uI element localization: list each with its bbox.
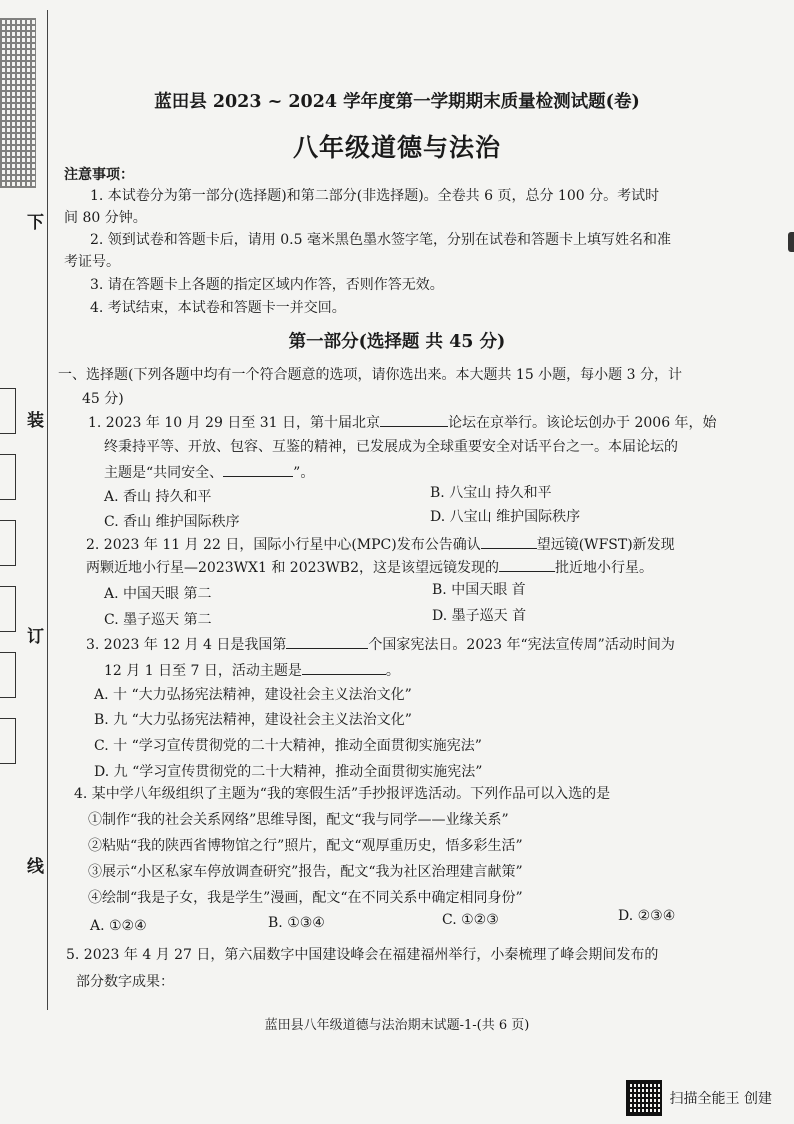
binding-box — [0, 454, 16, 500]
question-1: 1. 2023 年 10 月 29 日至 31 日，第十届北京 论坛在京举行。该论坛创办于 2006 年，始 — [88, 412, 717, 433]
question-text: 终秉持平等、开放、包容、互鉴的精神，已发展成为全球重要安全对话平台之一。本届论坛的 — [104, 439, 678, 455]
qr-code-icon — [626, 1080, 662, 1116]
answer-blank — [380, 412, 448, 427]
binding-margin — [0, 190, 34, 1010]
section-intro: 一、选择题(下列各题中均有一个符合题意的选项，请你选出来。本大题共 15 小题，每小题 3 分，计 — [58, 367, 682, 383]
notes-heading: 注意事项： — [64, 167, 134, 183]
section-title: 第一部分(选择题 共 45 分) — [288, 332, 506, 352]
note-line: 4. 考试结束，本试卷和答题卡一并交回。 — [90, 300, 346, 316]
binding-box — [0, 652, 16, 698]
binding-char: 订 — [27, 627, 44, 647]
option-d: D. ②③④ — [618, 908, 676, 924]
question-2: 2. 2023 年 11 月 22 日，国际小行星中心(MPC)发布公告确认 望远镜(WFST)新发现 — [86, 534, 675, 555]
option-b: B. 八宝山 持久和平 — [430, 485, 552, 501]
answer-blank — [499, 557, 555, 572]
edge-mark — [788, 232, 794, 252]
binding-char: 装 — [27, 411, 44, 431]
question-3: 3. 2023 年 12 月 4 日是我国第 个国家宪法日。2023 年“宪法宣传周”活动时间为 — [86, 634, 675, 655]
statement-item: ②粘贴“我的陕西省博物馆之行”照片，配文“观厚重历史，悟多彩生活” — [88, 838, 523, 854]
binding-box — [0, 586, 16, 632]
option-b: B. 九 “大力弘扬宪法精神，建设社会主义法治文化” — [94, 712, 412, 728]
question-text: 主题是“共同安全、 ”。 — [104, 462, 314, 483]
binding-boxes — [0, 388, 16, 784]
note-line: 3. 请在答题卡上各题的指定区域内作答，否则作答无效。 — [90, 277, 444, 293]
option-c: C. 香山 维护国际秩序 — [104, 514, 240, 530]
question-text: 两颗近地小行星—2023WX1 和 2023WB2，这是该望远镜发现的 批近地小行星。 — [86, 557, 653, 578]
answer-blank — [481, 534, 537, 549]
option-d: D. 九 “学习宣传贯彻党的二十大精神，推动全面贯彻实施宪法” — [94, 764, 483, 780]
option-b: B. 中国天眼 首 — [432, 582, 526, 598]
option-d: D. 八宝山 维护国际秩序 — [430, 509, 581, 525]
option-a: A. 中国天眼 第二 — [104, 586, 212, 602]
option-c: C. 十 “学习宣传贯彻党的二十大精神，推动全面贯彻实施宪法” — [94, 738, 482, 754]
statement-item: ③展示“小区私家车停放调查研究”报告，配文“我为社区治理建言献策” — [88, 864, 523, 880]
note-line: 考证号。 — [64, 254, 120, 270]
exam-title: 蓝田县 2023 ~ 2024 学年度第一学期期末质量检测试题(卷) — [154, 92, 640, 112]
option-c: C. 墨子巡天 第二 — [104, 612, 212, 628]
question-text: 部分数字成果： — [76, 974, 174, 990]
section-intro: 45 分) — [82, 391, 124, 407]
question-4: 4. 某中学八年级组织了主题为“我的寒假生活”手抄报评选活动。下列作品可以入选的是 — [74, 786, 611, 802]
binding-box — [0, 718, 16, 764]
answer-blank — [286, 634, 368, 649]
question-5: 5. 2023 年 4 月 27 日，第六届数字中国建设峰会在福建福州举行，小秦梳理了峰会期间发布的 — [66, 947, 659, 963]
binding-box — [0, 388, 16, 434]
exam-subject: 八年级道德与法治 — [292, 133, 501, 162]
option-a: A. ①②④ — [90, 918, 147, 934]
note-line: 1. 本试卷分为第一部分(选择题)和第二部分(非选择题)。全卷共 6 页，总分 100 分。考试时 — [90, 188, 660, 204]
option-d: D. 墨子巡天 首 — [432, 608, 527, 624]
answer-blank — [302, 660, 386, 675]
option-c: C. ①②③ — [442, 912, 499, 928]
statement-item: ④绘制“我是子女，我是学生”漫画，配文“在不同关系中确定相同身份” — [88, 890, 523, 906]
page-footer: 蓝田县八年级道德与法治期末试题-1-(共 6 页) — [264, 1018, 530, 1033]
answer-blank — [223, 462, 293, 477]
option-b: B. ①③④ — [268, 915, 325, 931]
binding-char: 下 — [27, 213, 44, 233]
scanner-brand-text: 扫描全能王 创建 — [669, 1091, 772, 1107]
binding-box — [0, 520, 16, 566]
option-a: A. 十 “大力弘扬宪法精神，建设社会主义法治文化” — [94, 687, 412, 703]
note-line: 间 80 分钟。 — [64, 210, 147, 226]
statement-item: ①制作“我的社会关系网络”思维导图，配文“我与同学——业缘关系” — [88, 812, 509, 828]
question-text: 12 月 1 日至 7 日，活动主题是 。 — [104, 660, 400, 681]
note-line: 2. 领到试卷和答题卡后，请用 0.5 毫米黑色墨水签字笔，分别在试卷和答题卡上填写姓名和准 — [90, 232, 671, 248]
scanner-watermark — [626, 1080, 772, 1116]
option-a: A. 香山 持久和平 — [104, 489, 212, 505]
binding-char: 线 — [27, 857, 44, 877]
